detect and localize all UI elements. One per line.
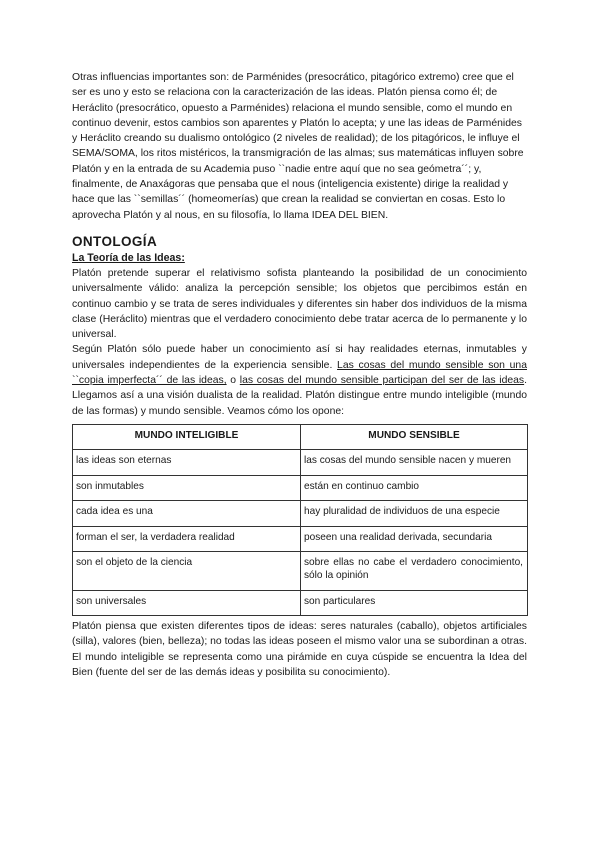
paragraph-2-underlined-participate: las cosas del mundo sensible participan del ser de las ideas [239,375,525,387]
table-row [73,475,528,500]
paragraph-2-text-c: o [226,375,240,387]
cell-inteligible: son inmutables [73,475,301,500]
cell-sensible: hay pluralidad de individuos de una especie [301,501,528,526]
table-row [73,551,528,590]
cell-sensible: sobre ellas no cabe el verdadero conocimiento, sólo la opinión [301,551,528,590]
cell-inteligible: las ideas son eternas [73,450,301,475]
paragraph-3: Platón piensa que existen diferentes tipos de ideas: seres naturales (caballo), objetos artificiales (silla), valores (bien, belleza); no todas las ideas poseen el mismo valor una se subordinan a otras. El mundo inteligible se representa como una pirámide en cuya cúspide se encuentra la Idea del Bien (fuente del ser de las demás ideas y posibilita su conocimiento). [72,621,527,679]
intro-paragraph: Otras influencias importantes son: de Parménides (presocrático, pitagórico extremo) cree que el ser es uno y esto se relaciona con la caracterización de las ideas. Platón piensa como él; de Heráclito (presocrático, opuesto a Parménides) relaciona el mundo sensible, como el mundo en continuo devenir, estos cambios son aparentes y Platón lo acepta; y une las ideas de Parménides y Heráclito creando su dualismo ontológico (2 niveles de realidad); de los pitagóricos, le influye el SEMA/SOMA, los ritos mistéricos, la transmigración de las almas; sus matemáticas influyen sobre Platón y en la entrada de su Academia puso ``nadie entre aquí que no sea geómetra´´; y, finalmente, de Anaxágoras que pensaba que el nous (inteligencia existente) dirige la realidad y hace que las ``semillas´´ (homeomerías) que crean la realidad se conviertan en cosas. Esto lo aprovecha Platón y al nous, en su filosofía, lo llama IDEA DEL BIEN. [72,72,524,221]
table-header-row [73,424,528,449]
table-row [73,526,528,551]
table-row [73,590,528,615]
header-mundo-inteligible: MUNDO INTELIGIBLE [73,424,301,449]
cell-sensible: poseen una realidad derivada, secundaria [301,526,528,551]
section-subheading: La Teoría de las Ideas: [72,251,185,264]
cell-sensible: están en continuo cambio [301,475,528,500]
paragraph-2 [72,342,527,418]
document-content [72,70,527,680]
section-heading: ONTOLOGÍA [72,233,158,249]
paragraph-1: Platón pretende superar el relativismo sofista planteando la posibilidad de un conocimiento universalmente válido: analiza la percepción sensible; los objetos que percibimos están en continuo cambio y se trata de seres individuales y diferentes sin haber dos individuos de la misma clase (Heráclito) mientras que el verdadero conocimiento debe tratar acerca de lo permanente y lo universal. [72,267,527,341]
table-row [73,450,528,475]
cell-sensible: son particulares [301,590,528,615]
paragraph-2-underlined-copy: Las cosas del mundo sensible son una ``copia imperfecta´´ de las ideas, [72,359,527,387]
cell-inteligible: son universales [73,590,301,615]
comparison-table [72,424,528,616]
paragraph-2-text-e: . Llegamos así a una visión dualista de la realidad. Platón distingue entre mundo inteligible (mundo de las formas) y mundo sensible. Veamos cómo los opone: [72,375,527,417]
table-row [73,501,528,526]
cell-inteligible: forman el ser, la verdadera realidad [73,526,301,551]
cell-inteligible: son el objeto de la ciencia [73,551,301,590]
header-mundo-sensible: MUNDO SENSIBLE [301,424,528,449]
paragraph-2-text-a: Según Platón sólo puede haber un conocimiento así si hay realidades eternas, inmutables y universales independientes de la experiencia sensible. [72,344,527,371]
cell-inteligible: cada idea es una [73,501,301,526]
cell-sensible: las cosas del mundo sensible nacen y mueren [301,450,528,475]
